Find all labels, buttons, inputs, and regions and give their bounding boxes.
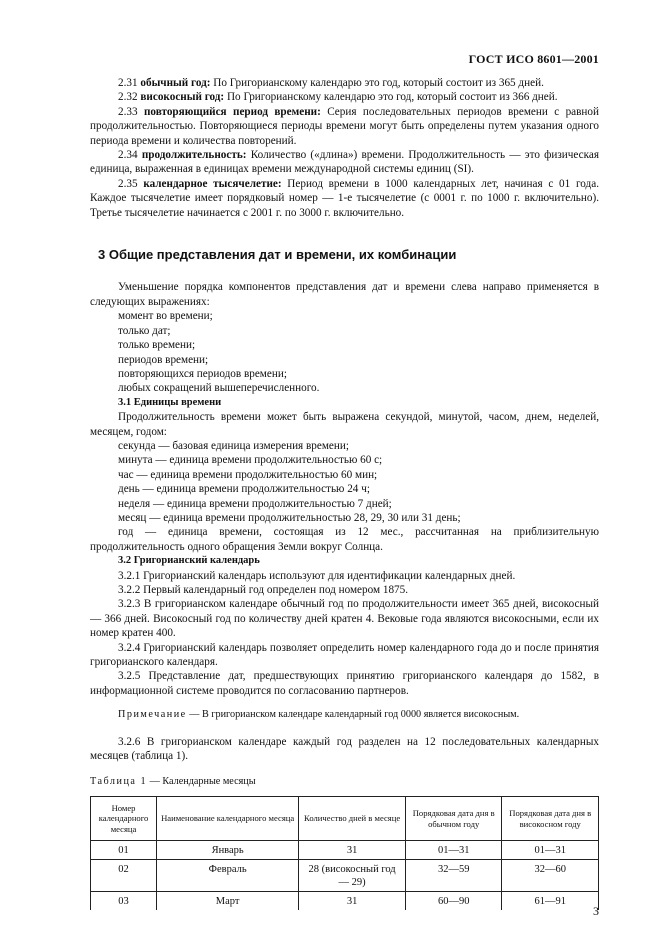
clause-number: 2.31 [118, 77, 138, 89]
table-caption [90, 775, 599, 789]
table-header-row [91, 796, 599, 841]
table-caption-text: — Календарные месяцы [147, 776, 256, 788]
calendar-months-table [90, 796, 599, 911]
table-cell: 61—91 [502, 892, 599, 911]
clause-number: 2.33 [118, 105, 138, 118]
term: високосный год: [140, 91, 225, 104]
table-cell: 32—60 [502, 860, 599, 892]
list-item: момент во времени; [118, 310, 213, 323]
table-cell: 01—31 [502, 841, 599, 860]
definition-text: По Григорианскому календарю это год, который состоит из 366 дней. [224, 91, 558, 104]
definition-text: По Григорианскому календарю это год, который состоит из 365 дней. [210, 77, 544, 89]
list-item-year: год — единица времени, состоящая из 12 мес., рассчитанная на приблизительную продолжительность одного обращения Земли вокруг Солнца. [90, 526, 599, 553]
column-header: Порядковая дата дня в обычном году [405, 796, 502, 841]
definition-2-34 [90, 148, 599, 177]
definition-2-33 [90, 105, 599, 148]
units-list [90, 439, 599, 554]
table-cell: 03 [91, 892, 157, 911]
definition-2-31 [90, 76, 599, 90]
clause-number: 2.32 [118, 91, 138, 104]
list-item: любых сокращений вышеперечисленного. [118, 382, 320, 395]
definition-text: Количество («длина») времени. Продолжительность — это физическая единица, выраженная в единицах времени международной системы единиц (SI). [90, 149, 600, 176]
note-label: Примечание [118, 709, 187, 721]
clause-3-2-6: 3.2.6 В григорианском календаре каждый год разделен на 12 последовательных календарных месяцев (таблица 1). [90, 735, 599, 763]
table-cell: 01 [91, 841, 157, 860]
clause-3-2-4: 3.2.4 Григорианский календарь позволяет определить номер календарного года до и после принятия григорианского календаря. [90, 641, 599, 669]
section-3-intro: Уменьшение порядка компонентов представления дат и времени слева направо применяется в следующих выражениях: [90, 281, 599, 308]
term: обычный год: [140, 77, 211, 89]
definition-text: Период времени в 1000 календарных лет, начиная с 01 года. Каждое тысячелетие имеет порядковый номер — 1-е тысячелетие (с 0001 г. по 1000 г. включительно). Третье тысячелетие начинается с 2001 г. по 3000 г. включительно. [90, 177, 599, 219]
clause-number: 2.35 [118, 177, 138, 190]
table-cell: 28 (високосный год — 29) [299, 860, 406, 892]
definition-2-35 [90, 177, 599, 220]
table-row [91, 860, 599, 892]
list-item: день — единица времени продолжительностью 24 ч; [118, 483, 370, 496]
table-cell: 02 [91, 860, 157, 892]
page-body [90, 76, 599, 910]
table-cell: Январь [157, 841, 299, 860]
column-header: Количество дней в месяце [299, 796, 406, 841]
term: продолжительность: [141, 149, 247, 162]
column-header: Наименование календарного месяца [157, 796, 299, 841]
table-caption-label: Таблица 1 [90, 776, 148, 788]
column-header: Порядковая дата дня в високосном году [502, 796, 599, 841]
clause-number: 2.34 [118, 149, 138, 162]
units-intro: Продолжительность времени может быть выражена секундой, минутой, часом, днем, неделей, месяцем, годом: [90, 411, 599, 438]
page-number: 3 [593, 904, 599, 918]
term: повторяющийся период времени: [143, 105, 321, 118]
table-cell: 32—59 [405, 860, 502, 892]
note-text: — В григорианском календаре календарный год 0000 является високосным. [186, 709, 520, 721]
column-header: Номер календарного месяца [91, 796, 157, 841]
table-cell: 31 [299, 892, 406, 911]
list-item: только дат; [118, 324, 171, 337]
table-row [91, 892, 599, 911]
table-row [91, 841, 599, 860]
subsection-3-2-title: 3.2 Григорианский календарь [118, 555, 260, 567]
expression-list [90, 309, 599, 395]
section-3-title: 3 Общие представления дат и времени, их комбинации [98, 247, 457, 263]
list-item: неделя — единица времени продолжительностью 7 дней; [118, 497, 392, 510]
note [90, 708, 599, 722]
table-cell: Март [157, 892, 299, 911]
list-item: час — единица времени продолжительностью 60 мин; [118, 468, 378, 481]
definition-2-32 [90, 90, 599, 104]
list-item: секунда — базовая единица измерения времени; [118, 439, 349, 452]
clause-3-2-1: 3.2.1 Григорианский календарь используют для идентификации календарных дней. [118, 569, 516, 582]
table-cell: 31 [299, 841, 406, 860]
clause-3-2-2: 3.2.2 Первый календарный год определен под номером 1875. [118, 584, 409, 596]
list-item: периодов времени; [118, 353, 209, 366]
subsection-3-1-title: 3.1 Единицы времени [118, 396, 222, 408]
document-header: ГОСТ ИСО 8601—2001 [468, 52, 599, 66]
list-item: месяц — единица времени продолжительностью 28, 29, 30 или 31 день; [118, 511, 461, 524]
definition-text: Серия последовательных периодов времени с равной продолжительностью. Повторяющиеся периоды времени могут быть определены путем указания одного периода времени и количества повторений. [90, 105, 599, 147]
table-cell: 60—90 [405, 892, 502, 911]
list-item: только времени; [118, 339, 196, 352]
term: календарное тысячелетие: [143, 177, 282, 190]
table-cell: 01—31 [405, 841, 502, 860]
list-item: минута — единица времени продолжительностью 60 с; [118, 454, 383, 467]
table-cell: Февраль [157, 860, 299, 892]
clause-3-2-5: 3.2.5 Представление дат, предшествующих принятию григорианского календаря до 1582, в информационной системе проводится по согласованию партнеров. [90, 670, 599, 697]
list-item: повторяющихся периодов времени; [118, 367, 287, 380]
clause-3-2-3: 3.2.3 В григорианском календаре обычный год по продолжительности имеет 365 дней, високосный — 366 дней. Високосный год по количеству дней кратен 4. Вековые года являются високосными, если их номер кратен 400. [90, 598, 599, 640]
definitions [90, 76, 599, 220]
